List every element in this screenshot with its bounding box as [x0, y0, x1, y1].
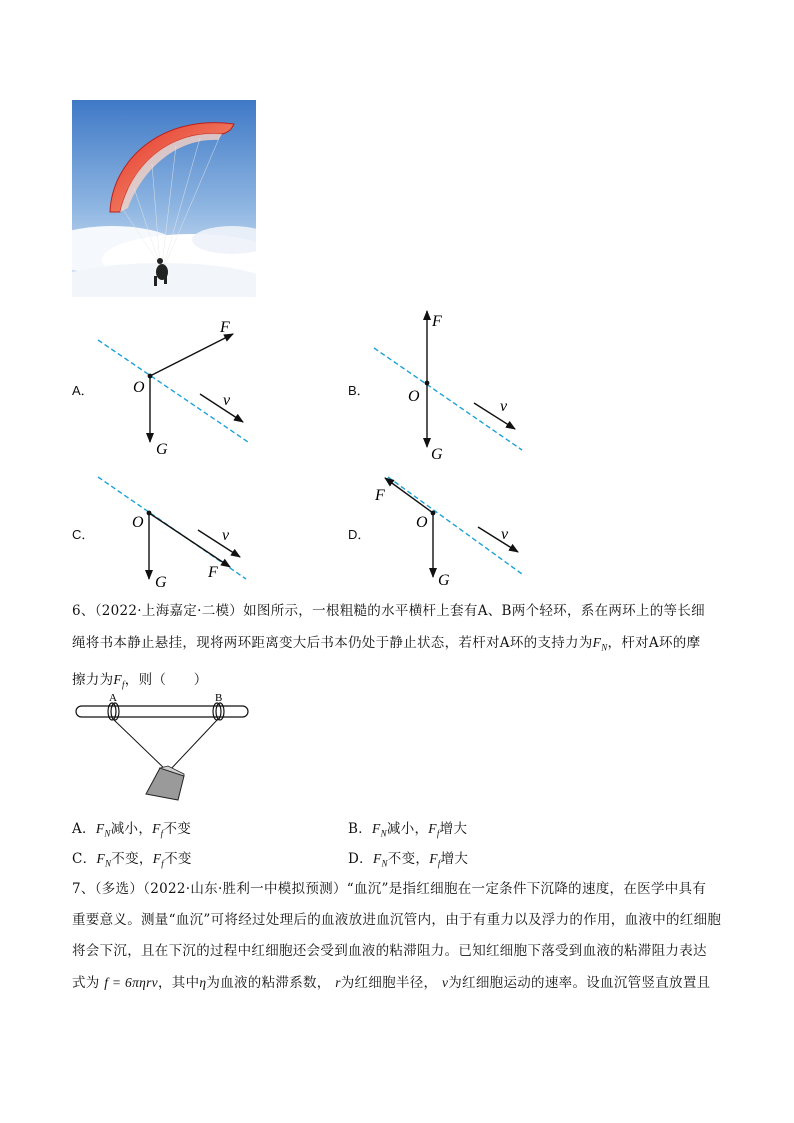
viscous-force-formula: f = 6πηrv	[104, 975, 158, 990]
q5-diagram-b	[360, 305, 530, 465]
label-f: F	[208, 564, 218, 581]
label-v: v	[222, 527, 230, 544]
paraglider-photo	[72, 100, 256, 297]
q6-option-a[interactable]: A．$F_N$减小，$F_f$不变	[72, 821, 192, 839]
q6-option-c[interactable]: C．$F_N$不变，$F_f$不变	[72, 851, 192, 869]
q5-diagram-c	[90, 470, 260, 595]
force-f-arrow	[385, 478, 433, 513]
q7-tag: （多选）	[94, 881, 144, 897]
q6-option-b[interactable]: B．$F_N$减小，$F_f$增大	[348, 821, 468, 839]
q7-line-1: 7、（多选）（2022·山东·胜利一中模拟预测）“血沉”是指红细胞在一定条件下沉降的速度，在医学中具有	[72, 881, 707, 897]
fn-symbol: $F_N$	[592, 635, 608, 653]
point-o	[431, 511, 436, 516]
horizontal-rod	[76, 706, 248, 717]
velocity-v-arrow	[198, 530, 240, 557]
label-o: O	[133, 379, 145, 396]
book	[146, 766, 184, 800]
label-g: G	[155, 574, 167, 591]
q5-diagram-a	[90, 315, 260, 460]
q7-line-2: 重要意义。测量“血沉”可将经过处理后的血液放进血沉管内，由于有重力以及浮力的作用，血液中的红细胞	[72, 912, 722, 928]
q7-stem	[72, 874, 732, 999]
ff-symbol: $F_f$	[113, 671, 125, 690]
q5-diagram-d	[360, 470, 530, 595]
q7-line-3: 将会下沉，且在下沉的过程中红细胞还会受到血液的粘滞阻力。已知红细胞下落受到血液的粘滞阻力表达	[72, 943, 707, 959]
velocity-v-arrow	[200, 394, 243, 422]
q7-source: （2022·山东·胜利一中模拟预测）	[143, 881, 347, 897]
label-g: G	[438, 572, 450, 589]
velocity-v-arrow	[478, 527, 518, 552]
label-v: v	[501, 526, 509, 543]
q6-line-2: 绳将书本静止悬挂，现将两环距离变大后书本仍处于静止状态，若杆对A环的支持力为$F_N$，杆对A环的摩	[72, 635, 701, 653]
label-v: v	[500, 398, 508, 415]
label-o: O	[416, 514, 428, 531]
q6-source: （2022·上海嘉定·二模）	[94, 603, 244, 619]
label-v: v	[223, 392, 231, 409]
label-f: F	[432, 313, 442, 330]
q6-number: 6、	[72, 603, 95, 619]
q6-rod-book-figure	[72, 688, 254, 806]
q6-line-3: 擦力为$F_f$，则（ ）	[72, 671, 208, 690]
ring-a-label: A	[109, 692, 117, 704]
string-b	[169, 719, 218, 771]
force-f-arrow	[150, 334, 233, 376]
force-f-arrow	[149, 513, 230, 567]
q6-stem	[72, 596, 732, 700]
q6-option-d[interactable]: D．$F_N$不变，$F_f$增大	[348, 851, 469, 869]
label-f: F	[220, 319, 230, 336]
point-o	[425, 381, 430, 386]
label-o: O	[132, 514, 144, 531]
q7-number: 7、	[72, 881, 95, 897]
label-g: G	[156, 441, 168, 458]
velocity-v-arrow	[474, 403, 515, 429]
label-o: O	[408, 388, 420, 405]
q7-line-4: 式为 f = 6πηrv，其中η为血液的粘滞系数， r为红细胞半径， v为红细胞运动的速率。设血沉管竖直放置且	[72, 975, 711, 991]
label-f: F	[375, 487, 385, 504]
slope-dashed-line	[98, 340, 248, 442]
ring-b-label: B	[215, 692, 223, 704]
string-a	[113, 719, 167, 771]
label-g: G	[431, 446, 443, 463]
q5-option-c-label[interactable]: C．	[72, 527, 95, 542]
point-o	[148, 374, 153, 379]
q5-option-d-label[interactable]: D．	[348, 527, 371, 542]
q5-option-a-label[interactable]: A．	[72, 383, 94, 398]
q6-line-1: 6、（2022·上海嘉定·二模）如图所示，一根粗糙的水平横杆上套有A、B两个轻环，系在两环上的等长细	[72, 603, 705, 619]
q5-option-b-label[interactable]: B．	[348, 383, 370, 398]
point-o	[147, 511, 152, 516]
